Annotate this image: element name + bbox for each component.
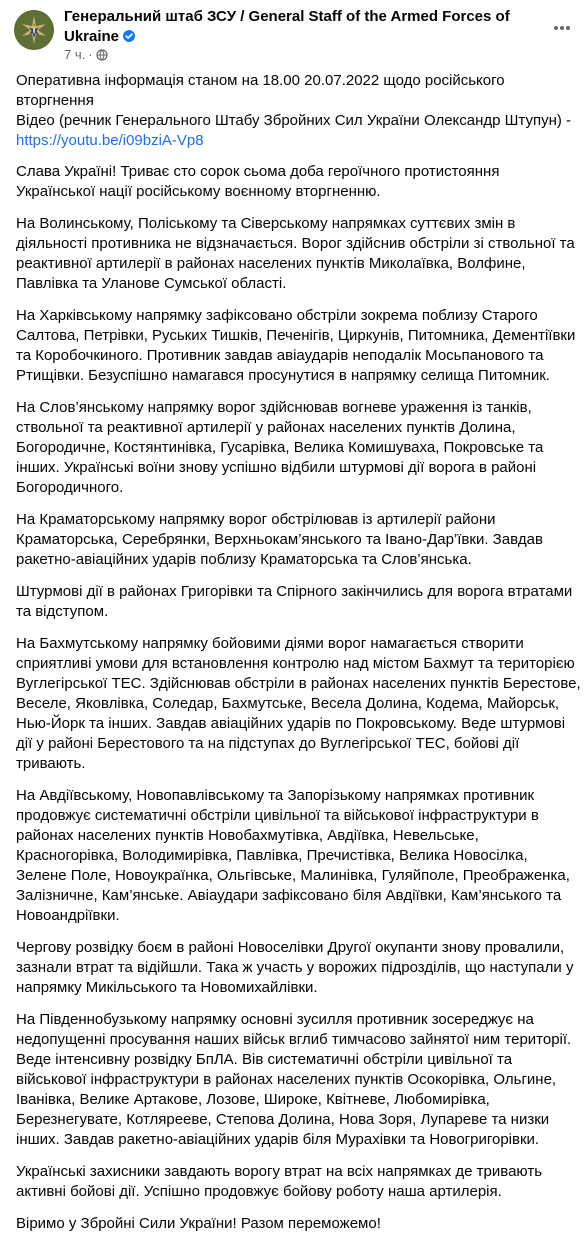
post-time[interactable]: 7 ч.: [64, 47, 86, 62]
paragraph-volyn: На Волинському, Поліському та Сіверському напрямках суттєвих змін в діяльності противника не відзначається. Ворог здійснив обстріли зі ствольної та реактивної артилерії в районах населених пунктів Миколаївка, Волфине, Павлівка та Уланове Сумської області.: [16, 215, 575, 292]
post-intro: [16, 71, 582, 151]
page-avatar[interactable]: [14, 10, 54, 50]
page-name-text[interactable]: Генеральний штаб ЗСУ / General Staff of the Armed Forces of Ukraine: [64, 8, 510, 45]
ukraine-armed-forces-emblem-icon: [14, 10, 54, 50]
paragraph-defenders: Українські захисники завдають ворогу втрат на всіх напрямках де тривають активні бойові дії. Успішно продовжує бойову роботу наша артилерія.: [16, 1163, 543, 1200]
intro-title: Оперативна інформація станом на 18.00 20.07.2022 щодо російського вторгнення: [16, 72, 505, 109]
post-text: [16, 71, 582, 1246]
paragraph-recon: Чергову розвідку боєм в районі Новоселівки Другої окупанти знову провалили, зазнали втрат та відійшли. Така ж участь у ворожих підрозділів, що наступали у напрямку Микільського та Новомихайлівки.: [16, 939, 574, 996]
video-link[interactable]: https://youtu.be/i09bziA-Vp8: [16, 132, 204, 149]
paragraph-southern-buh: На Південнобузькому напрямку основні зусилля противник зосереджує на недопущенні просування наших військ вглиб тимчасово зайнятої ним території. Веде інтенсивну розвідку БпЛА. Вів систематичні обстріли цивільної та військової інфраструктури в районах населених пунктів Осокорівка, Ольгине, Іванівка, Велике Артакове, Лозове, Широке, Квітневе, Любомирівка, Березнегувате, Котлярееве, Степова Долина, Нова Зоря, Лупареве та низки інших. Завдав ракетно-авіаційних ударів біля Мурахівки та Новогригорівки.: [16, 1011, 572, 1148]
post-meta: [64, 47, 108, 63]
paragraph-kramatorsk: На Краматорському напрямку ворог обстрілював із артилерії райони Краматорська, Серебрянки, Верхньокам’янського та Івано-Дар’ївки. Завдав ракетно-авіаційних ударів поблизу Краматорська та Слов’янська.: [16, 511, 543, 568]
paragraph-sloviansk: На Слов’янському напрямку ворог здійснював вогневе ураження із танків, ствольної та реактивної артилерії у районах населених пунктів Долина, Богородичне, Костянтинівка, Гусарівка, Велика Комишуваха, Покровське та інших. Українські воїни знову успішно відбили штурмові дії ворога в районі Богородичного.: [16, 399, 544, 496]
paragraph-assault: Штурмові дії в районах Григорівки та Спірного закінчились для ворога втратами та відступом.: [16, 583, 573, 620]
page-name[interactable]: [64, 7, 524, 47]
globe-icon: [96, 49, 108, 61]
more-options-button[interactable]: [544, 10, 580, 46]
paragraph-greeting: Слава Україні! Триває сто сорок сьома доба героїчного протистояння Української нації російському воєнному вторгненню.: [16, 163, 500, 200]
meta-separator: ·: [88, 47, 93, 62]
paragraph-avdiivka: На Авдіївському, Новопавлівському та Запорізькому напрямках противник продовжує систематичні обстріли цивільної та військової інфраструктури в районах населених пунктів Новобахмутівка, Авдіївка, Невельське, Красногорівка, Володимирівка, Павлівка, Пречистівка, Велика Новосілка, Зелене Поле, Новоукраїнка, Ольгівське, Малинівка, Гуляйполе, Преображенка, Залізничне, Кам’янське. Авіаудари зафіксовано біля Авдіївки, Кам’янського та Новоандріївки.: [16, 787, 570, 924]
verified-badge-icon: [123, 30, 135, 42]
intro-video-caption: Відео (речник Генерального Штабу Збройних Сил України Олександр Штупун) -: [16, 112, 572, 129]
paragraph-kharkiv: На Харківському напрямку зафіксовано обстріли зокрема поблизу Старого Салтова, Петрівки, Руських Тишків, Печенігів, Циркунів, Питомника, Дементіївки та Коробочкиного. Противник завдав авіаударів неподалік Мосьпанового та Ртищівки. Безуспішно намагався просунутися в напрямку селища Питомник.: [16, 307, 576, 384]
paragraph-closing: Віримо у Збройні Сили України! Разом переможемо!: [16, 1215, 381, 1232]
post-header: [0, 0, 587, 66]
paragraph-bakhmut: На Бахмутському напрямку бойовими діями ворог намагається створити сприятливі умови для встановлення контролю над містом Бахмут та територією Вуглегірської ТЕС. Здійснював обстріли в районах населених пунктів Берестове, Веселе, Яковлівка, Соледар, Бахмутське, Весела Долина, Кодема, Майорськ, Нью-Йорк та інших. Завдав авіаційних ударів по Покровському. Веде штурмові дії у районі Берестового та на підступах до Вуглегірської ТЕС, бойові дії тривають.: [16, 635, 581, 772]
more-horizontal-icon: [552, 18, 572, 38]
